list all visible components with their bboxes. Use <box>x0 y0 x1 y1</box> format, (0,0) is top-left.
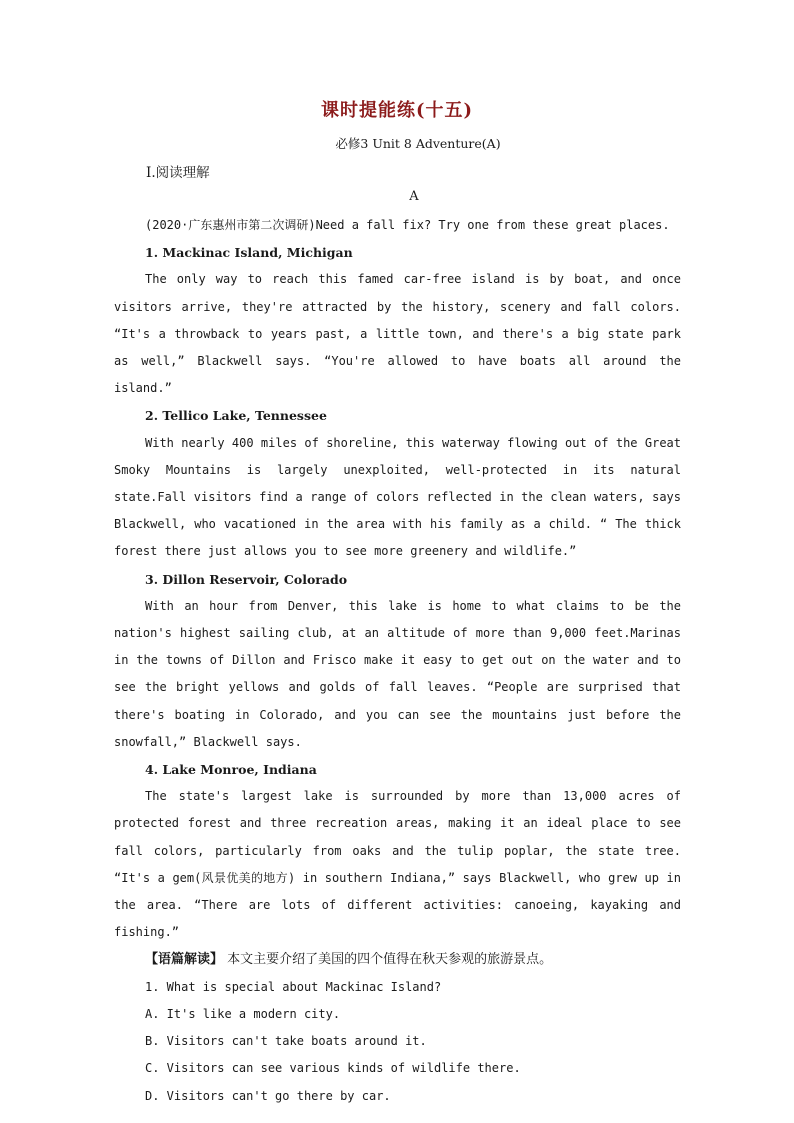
passage-body <box>114 212 681 1110</box>
place-heading: 4. Lake Monroe, Indiana <box>145 762 317 778</box>
place-paragraph: With nearly 400 miles of shoreline, this waterway flowing out of the Great Smoky Mountains is largely unexploited, well-protected in its natural state.Fall visitors find a range of colors reflected in the clean waters, says Blackwell, who vacationed in the area with his family as a child. “ The thick forest there just allows you to see more greenery and wildlife.” <box>114 435 681 559</box>
passage-label: A <box>409 189 419 204</box>
option-b: B. Visitors can't take boats around it. <box>145 1034 427 1049</box>
option-a: A. It's like a modern city. <box>145 1006 341 1021</box>
place-heading: 2. Tellico Lake, Tennessee <box>145 408 327 424</box>
option-d: D. Visitors can't go there by car. <box>145 1088 391 1103</box>
place-paragraph: With an hour from Denver, this lake is home to what claims to be the nation's highest sailing club, at an altitude of more than 9,000 feet.Marinas in the towns of Dillon and Frisco make it easy to get out on the water and to see the bright yellows and golds of fall leaves. “People are surprised that there's boating in Colorado, and you can see the mountains just before the snowfall,” Blackwell says. <box>114 598 681 749</box>
reading-note <box>114 946 681 973</box>
question-stem: 1. What is special about Mackinac Island? <box>145 979 442 994</box>
section-heading: Ⅰ.阅读理解 <box>146 165 210 181</box>
reading-note-text: 本文主要介绍了美国的四个值得在秋天参观的旅游景点。 <box>227 952 553 968</box>
reading-note-tag: 【语篇解读】 <box>145 952 224 968</box>
place-heading: 1. Mackinac Island, Michigan <box>145 245 353 261</box>
place-paragraph: The state's largest lake is surrounded by more than 13,000 acres of protected forest and three recreation areas, making it an ideal place to see fall colors, particularly from oaks and the tulip poplar, the state tree. “It's a gem(风景优美的地方) in southern Indiana,” says Blackwell, who grew up in the area. “There are lots of different activities: canoeing, kayaking and fishing.” <box>114 789 681 940</box>
page-subtitle: 必修3 Unit 8 Adventure(A) <box>335 136 501 151</box>
passage-intro: (2020·广东惠州市第二次调研)Need a fall fix? Try one from these great places. <box>145 218 670 232</box>
option-c: C. Visitors can see various kinds of wildlife there. <box>145 1061 521 1076</box>
place-heading: 3. Dillon Reservoir, Colorado <box>145 571 348 587</box>
page-title: 课时提能练(十五) <box>320 100 474 121</box>
place-paragraph: The only way to reach this famed car-free island is by boat, and once visitors arrive, they're attracted by the history, scenery and fall colors. “It's a throwback to years past, a little town, and there's a big state park as well,” Blackwell says. “You're allowed to have boats all around the island.” <box>114 272 681 396</box>
